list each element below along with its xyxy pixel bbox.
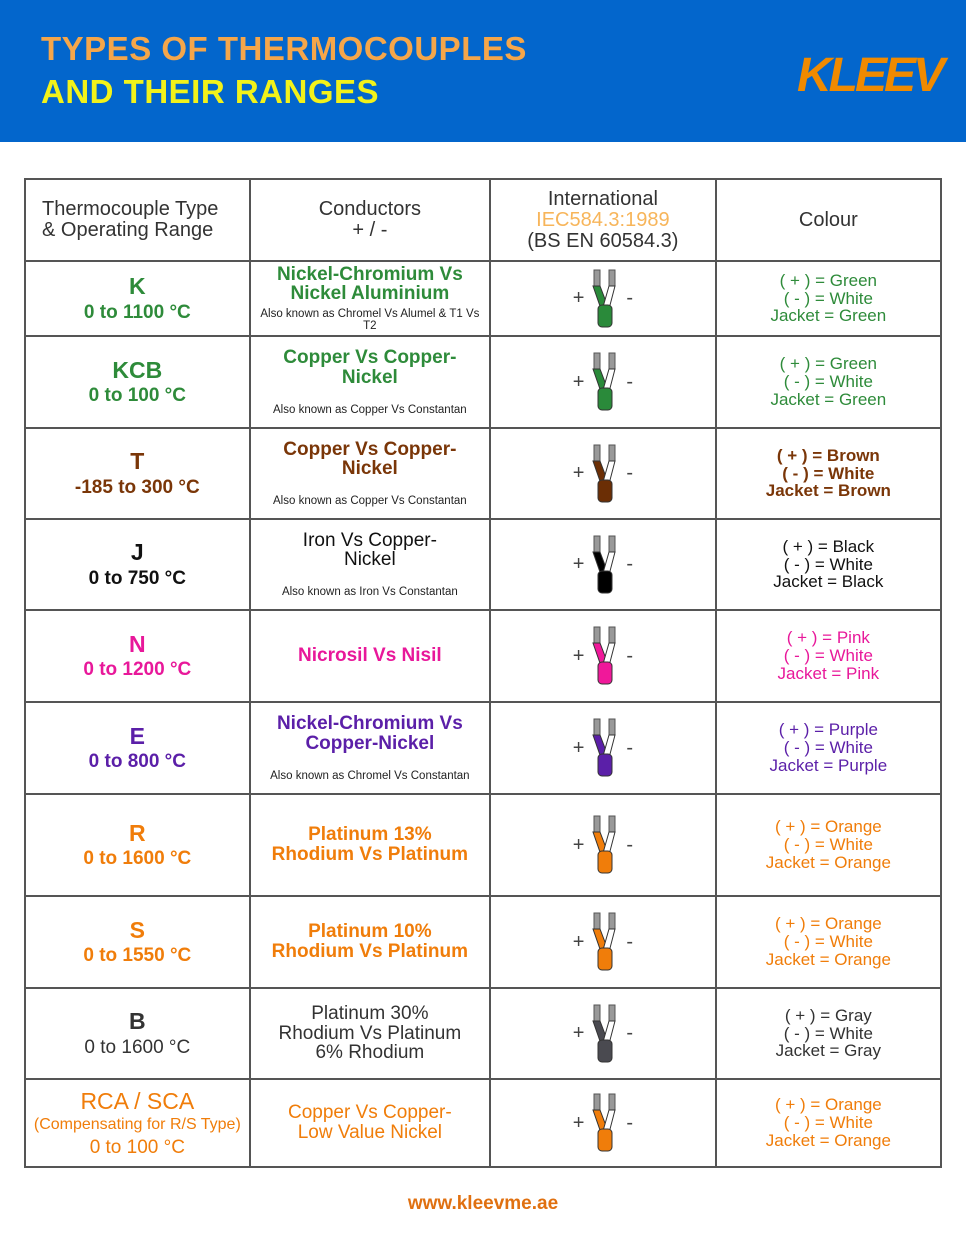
header-banner [0, 0, 966, 142]
header-iec-standard: IEC584.3:1989 [536, 208, 670, 231]
negative-colour: ( - ) = White [783, 835, 873, 855]
plus-sign: + [572, 736, 585, 759]
table-row [25, 1079, 941, 1167]
conductors-line1: Nickel-Chromium Vs [276, 713, 463, 735]
type-name: K [129, 273, 146, 300]
operating-range: 0 to 800 °C [88, 751, 186, 773]
conductors-line1: Copper Vs Copper- [288, 1102, 452, 1124]
type-name: T [130, 448, 145, 475]
operating-range: 0 to 1200 °C [83, 659, 192, 681]
operating-range: 0 to 1550 °C [83, 945, 192, 967]
conductors-cell [250, 794, 490, 896]
wire-cell [490, 610, 716, 702]
operating-range: 0 to 1600 °C [83, 848, 192, 870]
conductors-line2: Rhodium Vs Platinum [271, 844, 469, 865]
conductors-cell [250, 702, 490, 794]
jacket-colour: Jacket = Gray [775, 1041, 882, 1061]
conductors-cell [250, 988, 490, 1079]
header-colour: Colour [716, 179, 941, 261]
table-row [25, 261, 941, 336]
header-conductors [250, 179, 490, 261]
minus-sign: - [626, 736, 634, 759]
positive-colour: ( + ) = Green [779, 354, 877, 374]
positive-colour: ( + ) = Orange [774, 1095, 882, 1115]
colour-cell [716, 794, 941, 896]
colour-cell [716, 988, 941, 1079]
conductors-line2: Copper-Nickel [305, 732, 435, 754]
header-cond-line1: Conductors [318, 198, 421, 220]
negative-colour: ( - ) = White [783, 1023, 873, 1043]
conductors-cell [250, 428, 490, 519]
table-row [25, 988, 941, 1079]
type-name: E [129, 722, 145, 749]
conductors-line2: Nickel Aluminium [290, 283, 450, 305]
thermocouple-wire-icon [588, 269, 622, 329]
conductors-cell [250, 896, 490, 988]
header-cond-line2: + / - [352, 219, 388, 241]
wire-cell [490, 896, 716, 988]
operating-range: 0 to 100 °C [89, 1136, 185, 1158]
jacket-colour: Jacket = Pink [777, 663, 880, 683]
jacket-colour: Jacket = Green [770, 306, 887, 326]
type-name: S [129, 916, 145, 943]
plus-sign: + [572, 644, 585, 667]
table-header-row [25, 179, 941, 261]
type-name: N [129, 630, 146, 657]
negative-colour: ( - ) = White [783, 288, 873, 308]
table-row [25, 610, 941, 702]
header-bs-standard: (BS EN 60584.3) [527, 229, 679, 252]
jacket-colour: Jacket = Green [770, 389, 887, 409]
wire-cell [490, 519, 716, 610]
header-international [490, 179, 716, 261]
table-row [25, 702, 941, 794]
type-cell [25, 794, 250, 896]
positive-colour: ( + ) = Orange [774, 914, 882, 934]
conductors-line3: 6% Rhodium [315, 1042, 425, 1064]
negative-colour: ( - ) = White [783, 932, 873, 952]
kleev-logo: KLEEV [797, 49, 943, 102]
header-intl-line1: International [547, 187, 658, 210]
also-known-as: Also known as Chromel Vs Alumel & T1 Vs T2 [260, 308, 480, 333]
website-link[interactable]: www.kleevme.ae [407, 1193, 559, 1214]
conductors-line2: Nickel [341, 366, 398, 388]
type-cell [25, 702, 250, 794]
conductors-cell [250, 610, 490, 702]
table-row [25, 896, 941, 988]
minus-sign: - [626, 287, 634, 309]
positive-colour: ( + ) = Green [779, 270, 877, 290]
conductors-line1: Copper Vs Copper- [283, 347, 457, 369]
thermocouple-wire-icon [588, 535, 622, 595]
negative-colour: ( - ) = White [783, 646, 873, 666]
positive-colour: ( + ) = Black [782, 536, 875, 556]
plus-sign: + [572, 1022, 585, 1044]
type-cell [25, 519, 250, 610]
wire-cell [490, 988, 716, 1079]
minus-sign: - [626, 370, 634, 393]
conductors-line2: Nickel [343, 549, 396, 571]
conductors-line2: Rhodium Vs Platinum [271, 941, 469, 962]
positive-colour: ( + ) = Gray [784, 1005, 872, 1025]
table-row [25, 336, 941, 428]
minus-sign: - [626, 553, 634, 575]
type-cell [25, 261, 250, 336]
plus-sign: + [572, 930, 585, 953]
header-type [25, 179, 250, 261]
colour-cell [716, 261, 941, 336]
type-cell [25, 896, 250, 988]
type-note: (Compensating for R/S Type) [33, 1115, 241, 1133]
plus-sign: + [572, 833, 585, 856]
minus-sign: - [626, 930, 634, 953]
thermocouple-wire-icon [588, 912, 622, 972]
operating-range: 0 to 1600 °C [84, 1036, 191, 1058]
conductors-cell [250, 261, 490, 336]
negative-colour: ( - ) = White [782, 463, 875, 483]
type-name: J [130, 539, 144, 566]
operating-range: 0 to 750 °C [88, 567, 186, 589]
conductors-line1: Platinum 10% [308, 921, 432, 943]
plus-sign: + [572, 462, 585, 484]
negative-colour: ( - ) = White [783, 372, 873, 392]
conductors-line1: Nickel-Chromium Vs [276, 263, 463, 285]
table-row [25, 794, 941, 896]
colour-cell [716, 519, 941, 610]
type-name: RCA / SCA [80, 1087, 195, 1114]
wire-cell [490, 428, 716, 519]
also-known-as: Also known as Chromel Vs Constantan [270, 769, 470, 782]
conductors-line1: Iron Vs Copper- [302, 529, 437, 551]
type-name: R [129, 819, 146, 846]
wire-cell [490, 794, 716, 896]
minus-sign: - [626, 462, 634, 484]
positive-colour: ( + ) = Brown [776, 445, 880, 465]
title-line-2: AND THEIR RANGES [41, 73, 380, 110]
table-row [25, 519, 941, 610]
minus-sign: - [626, 833, 634, 856]
conductors-line2: Nickel [341, 458, 398, 480]
conductors-line2: Rhodium Vs Platinum [278, 1022, 462, 1044]
type-name: KCB [112, 356, 163, 383]
wire-cell [490, 1079, 716, 1167]
table-row [25, 428, 941, 519]
conductors-cell [250, 1079, 490, 1167]
colour-cell [716, 336, 941, 428]
jacket-colour: Jacket = Orange [765, 1130, 891, 1150]
conductors-line1: Platinum 30% [311, 1002, 429, 1024]
header-type-line2: & Operating Range [42, 219, 214, 241]
colour-cell [716, 702, 941, 794]
type-cell [25, 610, 250, 702]
conductors-line2: Low Value Nickel [297, 1122, 443, 1143]
type-cell [25, 1079, 250, 1167]
minus-sign: - [626, 644, 634, 667]
conductors-line1: Platinum 13% [308, 824, 432, 846]
thermocouple-wire-icon [588, 815, 622, 875]
negative-colour: ( - ) = White [783, 1113, 873, 1133]
operating-range: -185 to 300 °C [74, 476, 200, 498]
title-line-1: TYPES OF THERMOCOUPLES [41, 30, 527, 67]
also-known-as: Also known as Copper Vs Constantan [273, 403, 467, 416]
also-known-as: Also known as Iron Vs Constantan [281, 586, 458, 599]
plus-sign: + [572, 553, 585, 575]
also-known-as: Also known as Copper Vs Constantan [273, 495, 467, 508]
conductors-line1: Nicrosil Vs Nisil [298, 645, 442, 667]
colour-cell [716, 1079, 941, 1167]
negative-colour: ( - ) = White [783, 554, 873, 574]
header-type-line1: Thermocouple Type [42, 198, 219, 220]
thermocouple-table [24, 178, 942, 1168]
type-cell [25, 428, 250, 519]
jacket-colour: Jacket = Black [773, 572, 884, 592]
jacket-colour: Jacket = Purple [769, 755, 888, 775]
thermocouple-wire-icon [588, 1004, 622, 1064]
operating-range: 0 to 1100 °C [83, 301, 191, 323]
conductors-cell [250, 336, 490, 428]
jacket-colour: Jacket = Orange [765, 949, 891, 969]
plus-sign: + [572, 370, 585, 393]
plus-sign: + [572, 287, 585, 309]
type-cell [25, 988, 250, 1079]
plus-sign: + [572, 1111, 585, 1134]
positive-colour: ( + ) = Orange [774, 817, 882, 837]
type-name: B [129, 1008, 146, 1035]
minus-sign: - [626, 1022, 634, 1044]
positive-colour: ( + ) = Pink [786, 628, 870, 648]
conductors-cell [250, 519, 490, 610]
colour-cell [716, 610, 941, 702]
type-cell [25, 336, 250, 428]
jacket-colour: Jacket = Brown [765, 481, 891, 501]
jacket-colour: Jacket = Orange [765, 852, 891, 872]
colour-cell [716, 896, 941, 988]
positive-colour: ( + ) = Purple [778, 720, 878, 740]
colour-cell [716, 428, 941, 519]
conductors-line1: Copper Vs Copper- [283, 438, 457, 460]
negative-colour: ( - ) = White [783, 738, 873, 758]
thermocouple-wire-icon [588, 1093, 622, 1153]
thermocouple-wire-icon [588, 626, 622, 686]
wire-cell [490, 261, 716, 336]
thermocouple-wire-icon [588, 718, 622, 778]
thermocouple-wire-icon [588, 444, 622, 504]
operating-range: 0 to 100 °C [88, 385, 186, 407]
wire-cell [490, 336, 716, 428]
thermocouple-wire-icon [588, 352, 622, 412]
minus-sign: - [626, 1111, 634, 1134]
wire-cell [490, 702, 716, 794]
